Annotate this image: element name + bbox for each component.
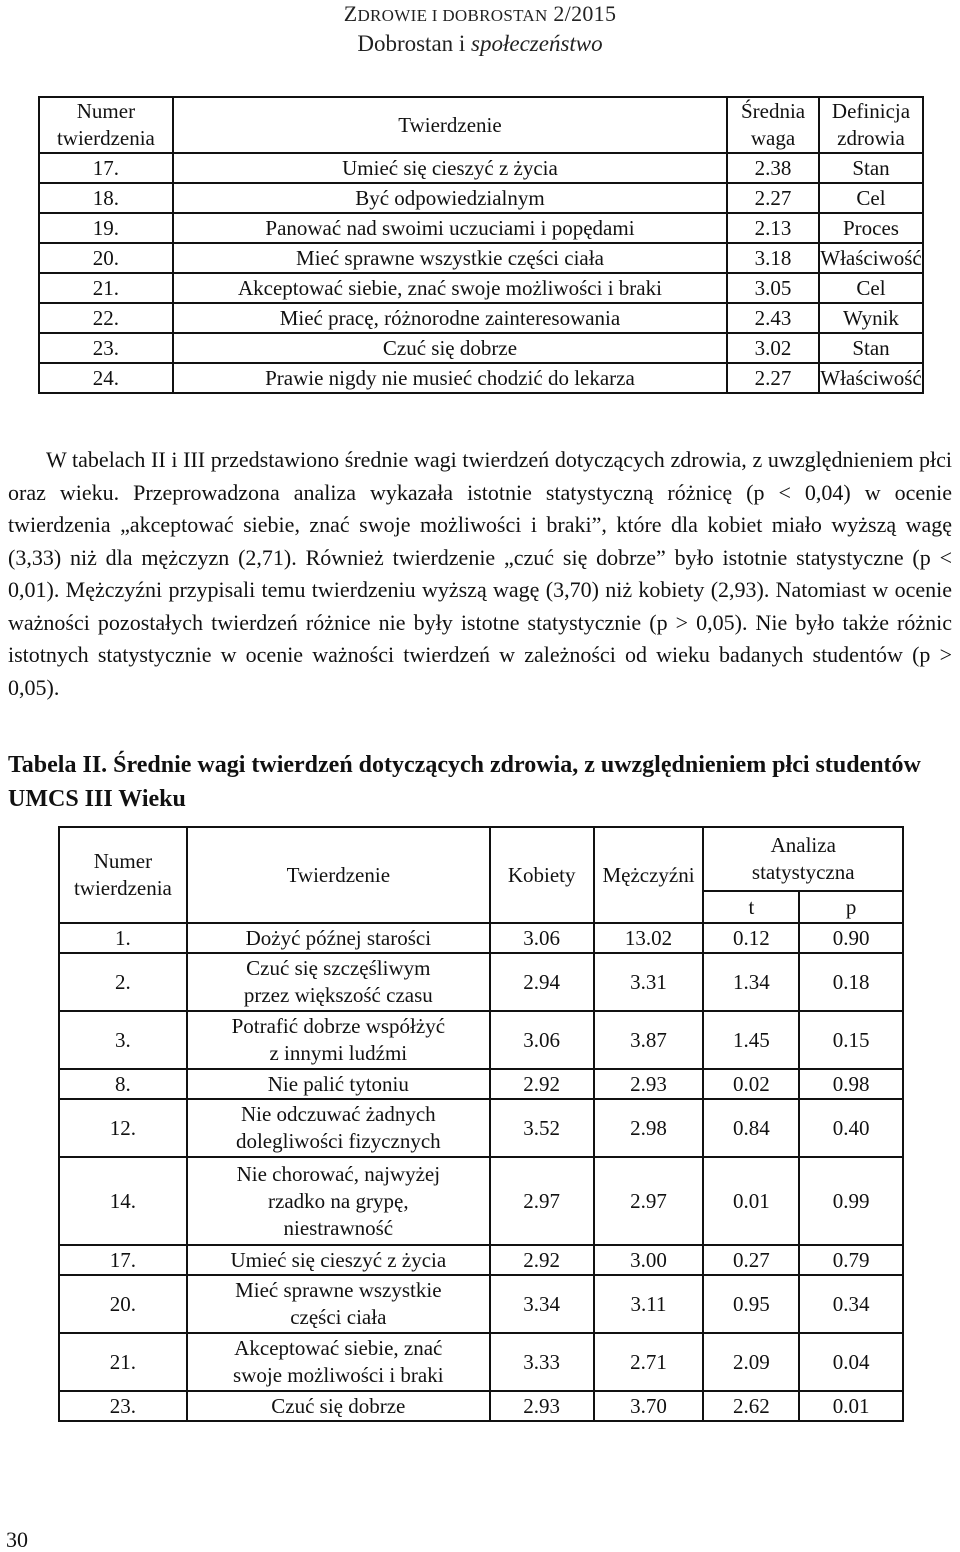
statement-line: rzadko na grypę,	[268, 1188, 409, 1213]
statement-line: swoje możliwości i braki	[233, 1363, 444, 1387]
women-weight: 2.92	[490, 1245, 594, 1275]
statement-number: 17.	[39, 153, 173, 183]
women-weight: 2.93	[490, 1391, 594, 1421]
p-value: 0.90	[799, 923, 903, 953]
table-row	[59, 923, 903, 953]
p-value: 0.40	[799, 1099, 903, 1157]
men-weight: 3.87	[594, 1011, 704, 1069]
statement-text	[187, 1157, 490, 1245]
statement-line: Nie odczuwać żadnych	[240, 1102, 436, 1126]
table-row	[59, 1069, 903, 1099]
statement-number: 18.	[39, 183, 173, 213]
statement-number: 23.	[59, 1391, 187, 1421]
statement-text	[187, 1391, 490, 1421]
health-definition: Cel	[819, 183, 923, 213]
table-row	[59, 1099, 903, 1157]
health-definition: Wynik	[819, 303, 923, 333]
average-weight: 3.05	[727, 273, 819, 303]
men-weight: 2.98	[594, 1099, 704, 1157]
t-statistic: 2.09	[703, 1333, 799, 1391]
statement-text: Prawie nigdy nie musieć chodzić do lekarza	[173, 363, 727, 393]
statement-number: 24.	[39, 363, 173, 393]
t-statistic: 0.02	[703, 1069, 799, 1099]
statement-number: 2.	[59, 953, 187, 1011]
statement-text: Mieć sprawne wszystkie części ciała	[173, 243, 727, 273]
table-row	[39, 363, 923, 393]
women-weight: 3.34	[490, 1275, 594, 1333]
header-men: Mężczyźni	[594, 827, 704, 923]
journal-title-initial: Z	[343, 1, 358, 26]
statement-number: 23.	[39, 333, 173, 363]
journal-issue: 2/2015	[547, 1, 617, 26]
statement-line: Czuć się dobrze	[271, 1393, 406, 1418]
statement-text: Mieć pracę, różnorodne zainteresowania	[173, 303, 727, 333]
gender-table-header	[59, 827, 903, 891]
table-row	[59, 1275, 903, 1333]
women-weight: 2.97	[490, 1157, 594, 1245]
statement-line: przez większość czasu	[243, 983, 433, 1007]
average-weight: 2.38	[727, 153, 819, 183]
women-weight: 2.94	[490, 953, 594, 1011]
p-value: 0.04	[799, 1333, 903, 1391]
men-weight: 3.31	[594, 953, 704, 1011]
average-weight: 3.18	[727, 243, 819, 273]
statement-number: 12.	[59, 1099, 187, 1157]
statement-number: 22.	[39, 303, 173, 333]
statement-number: 21.	[39, 273, 173, 303]
men-weight: 3.70	[594, 1391, 704, 1421]
average-weight: 2.13	[727, 213, 819, 243]
statement-line: Nie chorować, najwyżej	[236, 1161, 441, 1186]
statement-line: Potrafić dobrze współżyć	[231, 1014, 446, 1038]
table-caption: Tabela II. Średnie wagi twierdzeń dotyczących zdrowia, z uwzględnieniem płci studentów UMCS III Wieku	[8, 752, 921, 812]
header-health-definition: Definicja zdrowia	[819, 97, 923, 153]
header-statement: Twierdzenie	[187, 827, 490, 923]
men-weight: 2.97	[594, 1157, 704, 1245]
page-number: 30	[6, 1527, 28, 1552]
statement-text	[187, 953, 490, 1011]
women-weight: 3.52	[490, 1099, 594, 1157]
statement-line: Nie palić tytoniu	[267, 1071, 409, 1096]
body-paragraph-text: W tabelach II i III przedstawiono średnie wagi twierdzeń dotyczących zdrowia, z uwzględnieniem płci oraz wieku. Przeprowadzona analiza wykazała istotnie statystyczną różnicę (p < 0,04) w ocenie twierdzenia „akceptować siebie, znać swoje możliwości i braki”, które dla kobiet miało wyższą wagę (3,33) niż dla mężczyzn (2,71). Również twierdzenie „czuć się dobrze” było istotnie statystyczne (p < 0,01). Mężczyźni przypisali temu twierdzeniu wyższą wagę (3,70) niż kobiety (2,93). Natomiast w ocenie ważności pozostałych twierdzeń różnice nie były istotne statystycznie (p > 0,05). Nie było także różnic istotnych statystycznie w ocenie ważności twierdzeń w zależności od wieku badanych studentów (p > 0,05).	[8, 447, 952, 700]
statement-number: 3.	[59, 1011, 187, 1069]
average-weight: 3.02	[727, 333, 819, 363]
p-value: 0.98	[799, 1069, 903, 1099]
table-row	[39, 213, 923, 243]
p-value: 0.18	[799, 953, 903, 1011]
section-title	[0, 30, 960, 58]
average-weight: 2.27	[727, 183, 819, 213]
t-statistic: 1.45	[703, 1011, 799, 1069]
t-statistic: 1.34	[703, 953, 799, 1011]
statement-text	[187, 923, 490, 953]
journal-title	[0, 0, 960, 30]
t-statistic: 0.84	[703, 1099, 799, 1157]
men-weight: 2.71	[594, 1333, 704, 1391]
p-value: 0.99	[799, 1157, 903, 1245]
health-definition: Proces	[819, 213, 923, 243]
table-row	[59, 1333, 903, 1391]
header-average-weight: Średnia waga	[727, 97, 819, 153]
statement-line: części ciała	[290, 1305, 387, 1329]
table-row	[39, 153, 923, 183]
header-statistical-analysis: Analiza statystyczna	[703, 827, 903, 891]
health-definition: Cel	[819, 273, 923, 303]
statement-text: Być odpowiedzialnym	[173, 183, 727, 213]
statement-text	[187, 1245, 490, 1275]
men-weight: 3.00	[594, 1245, 704, 1275]
statement-number: 1.	[59, 923, 187, 953]
p-value: 0.79	[799, 1245, 903, 1275]
women-weight: 3.06	[490, 923, 594, 953]
average-weight: 2.43	[727, 303, 819, 333]
table-row	[39, 243, 923, 273]
t-statistic: 0.01	[703, 1157, 799, 1245]
statement-line: Mieć sprawne wszystkie	[235, 1278, 442, 1302]
table-row	[59, 953, 903, 1011]
women-weight: 3.06	[490, 1011, 594, 1069]
women-weight: 3.33	[490, 1333, 594, 1391]
statement-number: 20.	[39, 243, 173, 273]
gender-weights-table	[58, 826, 904, 1422]
p-value: 0.34	[799, 1275, 903, 1333]
statement-line: Dożyć późnej starości	[245, 925, 432, 950]
statements-table	[38, 96, 924, 394]
statement-text	[187, 1011, 490, 1069]
t-statistic: 2.62	[703, 1391, 799, 1421]
average-weight: 2.27	[727, 363, 819, 393]
section-title-italic: społeczeństwo	[471, 31, 603, 56]
statement-text	[187, 1275, 490, 1333]
header-t: t	[703, 891, 799, 923]
statement-number: 19.	[39, 213, 173, 243]
statement-number: 21.	[59, 1333, 187, 1391]
health-definition: Stan	[819, 333, 923, 363]
header-women: Kobiety	[490, 827, 594, 923]
table-row	[39, 273, 923, 303]
men-weight: 3.11	[594, 1275, 704, 1333]
statement-text: Panować nad swoimi uczuciami i popędami	[173, 213, 727, 243]
statement-number: 20.	[59, 1275, 187, 1333]
statement-text	[187, 1069, 490, 1099]
header-number: Numer twierdzenia	[39, 97, 173, 153]
statement-text: Umieć się cieszyć z życia	[173, 153, 727, 183]
statement-text	[187, 1099, 490, 1157]
statement-text	[187, 1333, 490, 1391]
p-value: 0.01	[799, 1391, 903, 1421]
header-statement: Twierdzenie	[173, 97, 727, 153]
t-statistic: 0.12	[703, 923, 799, 953]
table-row	[39, 183, 923, 213]
t-statistic: 0.95	[703, 1275, 799, 1333]
header-number: Numer twierdzenia	[59, 827, 187, 923]
statement-text: Czuć się dobrze	[173, 333, 727, 363]
statement-line: Umieć się cieszyć z życia	[230, 1247, 447, 1272]
health-definition: Właściwość	[819, 243, 923, 273]
t-statistic: 0.27	[703, 1245, 799, 1275]
table-row	[59, 1011, 903, 1069]
header-p: p	[799, 891, 903, 923]
women-weight: 2.92	[490, 1069, 594, 1099]
health-definition: Właściwość	[819, 363, 923, 393]
statement-line: dolegliwości fizycznych	[235, 1129, 441, 1153]
men-weight: 13.02	[594, 923, 704, 953]
table-row	[39, 333, 923, 363]
health-definition: Stan	[819, 153, 923, 183]
section-title-plain: Dobrostan i	[357, 31, 472, 56]
p-value: 0.15	[799, 1011, 903, 1069]
table-row	[59, 1391, 903, 1421]
table-row	[59, 1245, 903, 1275]
statement-number: 14.	[59, 1157, 187, 1245]
statement-line: Czuć się szczęśliwym	[246, 956, 431, 980]
journal-title-rest: DROWIE I DOBROSTAN	[357, 6, 548, 25]
table-row	[59, 1157, 903, 1245]
body-paragraph	[8, 444, 952, 704]
statement-text: Akceptować siebie, znać swoje możliwości i braki	[173, 273, 727, 303]
statements-table-header	[39, 97, 923, 153]
statement-line: Akceptować siebie, znać	[234, 1336, 443, 1360]
men-weight: 2.93	[594, 1069, 704, 1099]
statement-number: 8.	[59, 1069, 187, 1099]
statement-line: z innymi ludźmi	[269, 1041, 408, 1065]
statement-line: niestrawność	[283, 1215, 394, 1240]
statement-number: 17.	[59, 1245, 187, 1275]
table-row	[39, 303, 923, 333]
